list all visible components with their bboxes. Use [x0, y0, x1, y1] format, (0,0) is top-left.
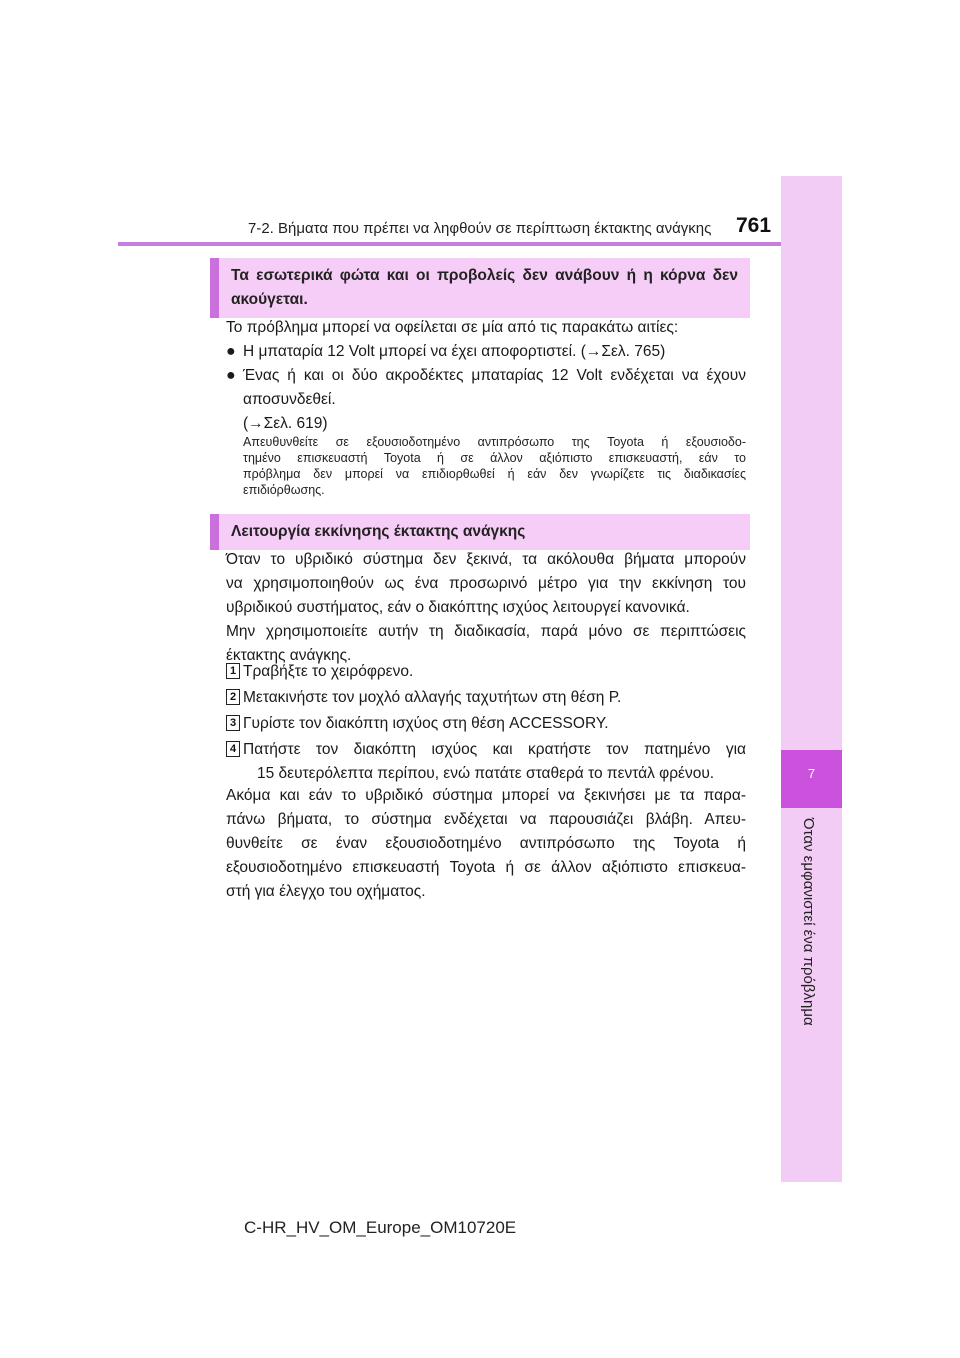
step-number-badge: 1: [226, 663, 240, 679]
paragraph-line: Μην χρησιμοποιείτε αυτήν τη διαδικασία, παρά μόνο σε περιπτώσεις: [226, 623, 746, 640]
section-heading-line: ακούγεται.: [231, 291, 308, 308]
side-tab-chapter-title: Όταν εμφανιστεί ένα πρόβλημα: [800, 818, 817, 1026]
step-number-badge: 4: [226, 741, 240, 757]
step-number-badge: 2: [226, 689, 240, 705]
paragraph-line: Όταν το υβριδικό σύστημα δεν ξεκινά, τα ακόλουθα βήματα μπορούν: [226, 551, 746, 568]
note-line: πρόβλημα δεν μπορεί να επιδιορθωθεί ή εάν δεν γνωρίζετε τις διαδικασίες: [243, 467, 746, 481]
note-line: τημένο επισκευαστή Toyota ή σε άλλον αξιόπιστο επισκευαστή, εάν το: [243, 451, 746, 465]
section2-closing-paragraph: [226, 784, 746, 904]
document-id: C-HR_HV_OM_Europe_OM10720E: [244, 1218, 517, 1237]
paragraph-line: να χρησιμοποιηθούν ως ένα προσωρινό μέτρο για την εκκίνηση του: [226, 575, 746, 592]
bullet-text: [243, 364, 746, 436]
paragraph-line: έκτακτης ανάγκης.: [226, 647, 352, 664]
paragraph-line: υβριδικού συστήματος, εάν ο διακόπτης ισχύος λειτουργεί κανονικά.: [226, 599, 690, 616]
step-text: Τραβήξτε το χειρόφρενο.: [243, 663, 414, 680]
bullet-text: Η μπαταρία 12 Volt μπορεί να έχει αποφορτιστεί. (→Σελ. 765): [243, 343, 666, 360]
running-header: 7-2. Βήματα που πρέπει να ληφθούν σε περίπτωση έκτακτης ανάγκης: [248, 220, 712, 237]
section-heading-line: Λειτουργία εκκίνησης έκτακτης ανάγκης: [231, 523, 526, 540]
section2-paragraph: [226, 548, 746, 668]
step-line: Πατήστε τον διακόπτη ισχύος και κρατήστε τον πατημένο για: [243, 741, 746, 758]
bullet-item: [226, 364, 746, 436]
bullet-icon: ●: [226, 367, 236, 384]
section-heading-lights-horn: [210, 258, 750, 318]
note-line: επιδιόρθωσης.: [243, 483, 325, 497]
section-heading-line: Τα εσωτερικά φώτα και οι προβολείς δεν ανάβουν ή η κόρνα δεν: [231, 267, 738, 284]
side-tab: [781, 176, 842, 1182]
step-number-badge: 3: [226, 715, 240, 731]
page-number: 761: [736, 214, 772, 237]
side-tab-chapter-number: 7: [807, 766, 816, 781]
paragraph-line: πάνω βήματα, το σύστημα ενδέχεται να παρουσιάζει βλάβη. Απευ-: [226, 811, 746, 828]
bullet-line: Ένας ή και οι δύο ακροδέκτες μπαταρίας 12 Volt ενδέχεται να έχουν: [243, 367, 746, 384]
paragraph-line: στή για έλεγχο του οχήματος.: [226, 883, 426, 900]
page-reference: (→Σελ. 619): [243, 415, 328, 432]
step-text: [243, 738, 746, 786]
paragraph-line: Ακόμα και εάν το υβριδικό σύστημα μπορεί να ξεκινήσει με τα παρα-: [226, 787, 746, 804]
note-text: [243, 434, 746, 498]
note-line: Απευθυνθείτε σε εξουσιοδοτημένο αντιπρόσωπο της Toyota ή εξουσιοδο-: [243, 435, 746, 449]
paragraph-line: θυνθείτε σε έναν εξουσιοδοτημένο αντιπρόσωπο της Toyota ή: [226, 835, 746, 852]
step-line: 15 δευτερόλεπτα περίπου, ενώ πατάτε σταθερά το πεντάλ φρένου.: [257, 765, 715, 782]
bullet-line: αποσυνδεθεί.: [243, 391, 336, 408]
section-heading-emergency-start: [210, 514, 750, 550]
step-text: Γυρίστε τον διακόπτη ισχύος στη θέση ACCESSORY.: [243, 715, 609, 732]
section-intro: Το πρόβλημα μπορεί να οφείλεται σε μία από τις παρακάτω αιτίες:: [226, 319, 679, 336]
bullet-icon: ●: [226, 343, 236, 360]
header-rule: [118, 242, 842, 246]
step-text: Μετακινήστε τον μοχλό αλλαγής ταχυτήτων στη θέση P.: [243, 689, 622, 706]
paragraph-line: εξουσιοδοτημένο επισκευαστή Toyota ή σε άλλον αξιόπιστο επισκευα-: [226, 859, 746, 876]
